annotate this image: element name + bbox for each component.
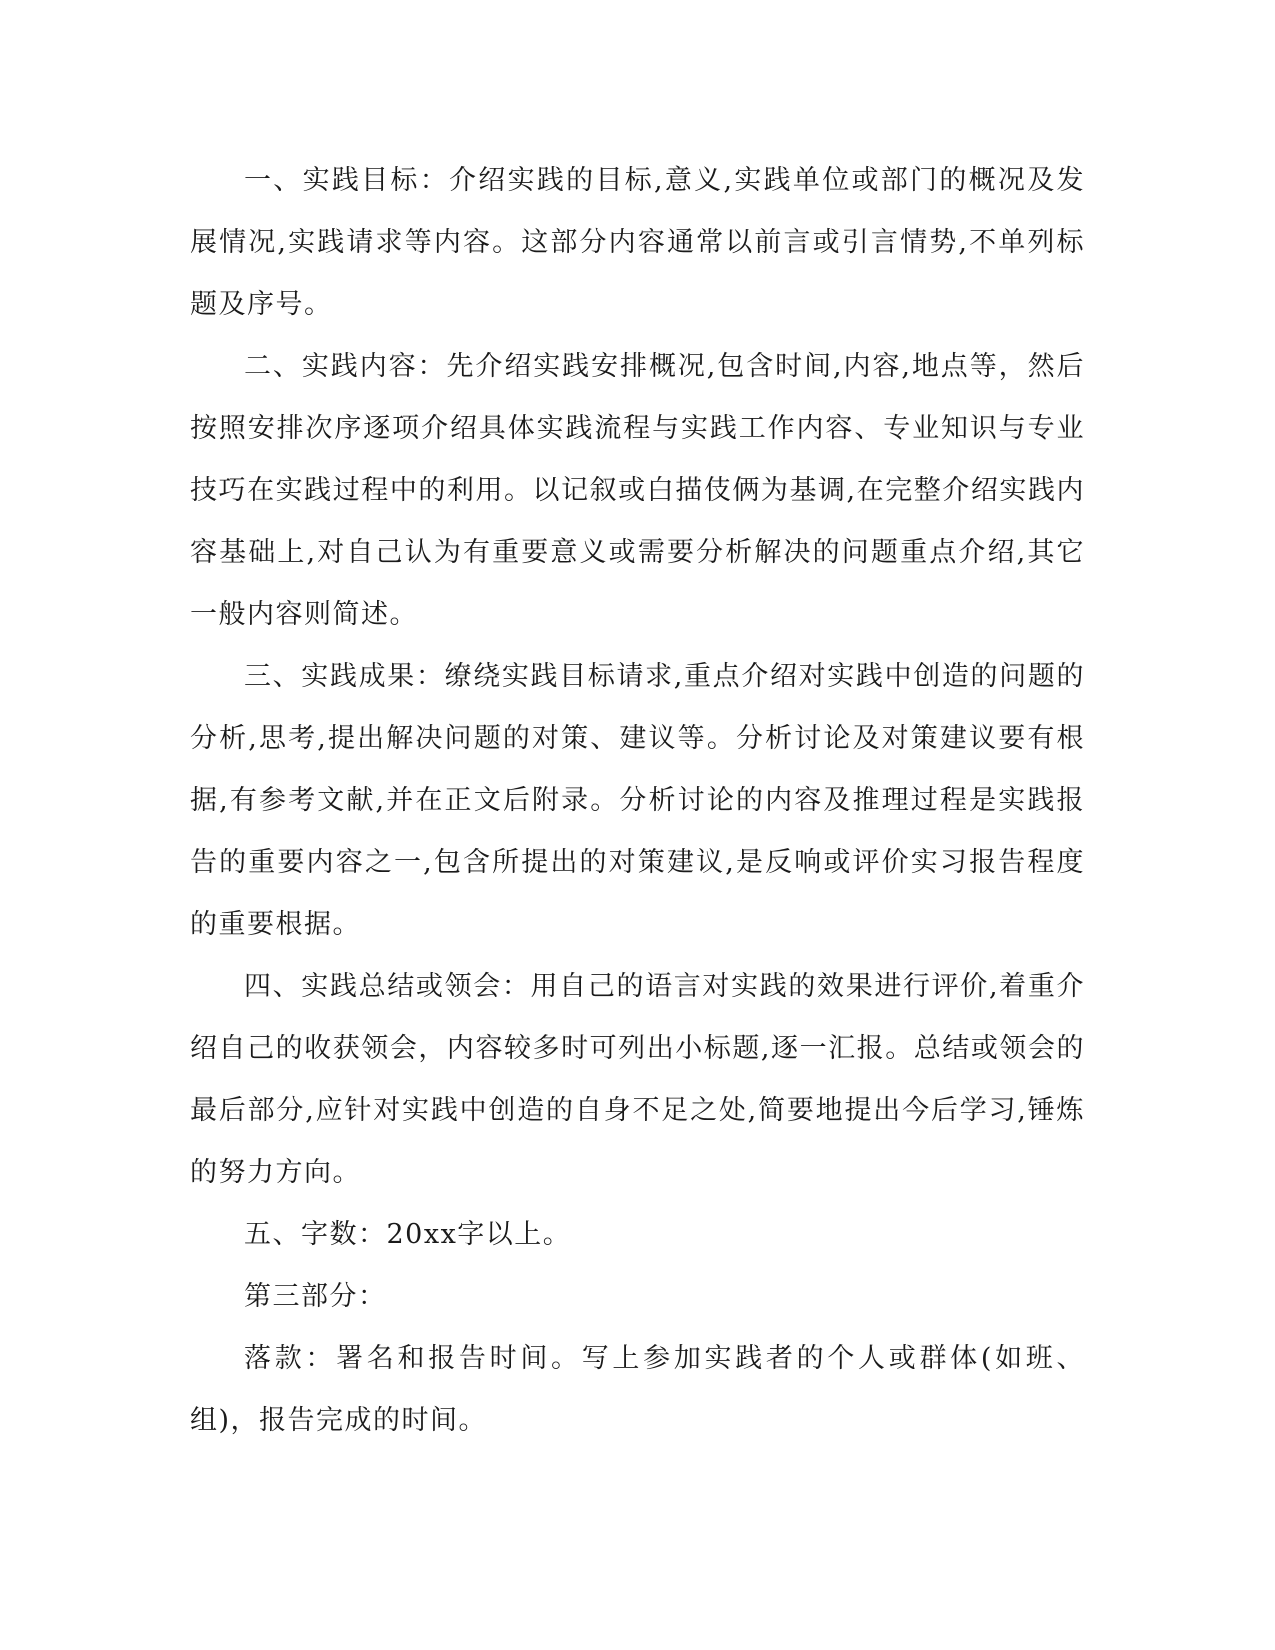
section-2-practice-content: 二、实践内容：先介绍实践安排概况,包含时间,内容,地点等，然后按照安排次序逐项介绍具体实践流程与实践工作内容、专业知识与专业技巧在实践过程中的利用。以记叙或白描伎俩为基调,在完整介绍实践内容基础上,对自己认为有重要意义或需要分析解决的问题重点介绍,其它一般内容则简述。: [190, 351, 1085, 630]
section-4-practice-summary: 四、实践总结或领会：用自己的语言对实践的效果进行评价,着重介绍自己的收获领会，内容较多时可列出小标题,逐一汇报。总结或领会的最后部分,应针对实践中创造的自身不足之处,简要地提出今后学习,锤炼的努力方向。: [190, 971, 1085, 1188]
section-5-word-count: 五、字数：20xx字以上。: [244, 1219, 572, 1250]
document-body: [190, 150, 1085, 1452]
section-1-practice-goals: 一、实践目标：介绍实践的目标,意义,实践单位或部门的概况及发展情况,实践请求等内容。这部分内容通常以前言或引言情势,不单列标题及序号。: [190, 165, 1085, 320]
part-three-heading: 第三部分：: [244, 1281, 387, 1312]
signature-section: 落款：署名和报告时间。写上参加实践者的个人或群体(如班、组)，报告完成的时间。: [190, 1343, 1085, 1436]
section-3-practice-results: 三、实践成果：缭绕实践目标请求,重点介绍对实践中创造的问题的分析,思考,提出解决问题的对策、建议等。分析讨论及对策建议要有根据,有参考文献,并在正文后附录。分析讨论的内容及推理过程是实践报告的重要内容之一,包含所提出的对策建议,是反响或评价实习报告程度的重要根据。: [190, 661, 1085, 940]
